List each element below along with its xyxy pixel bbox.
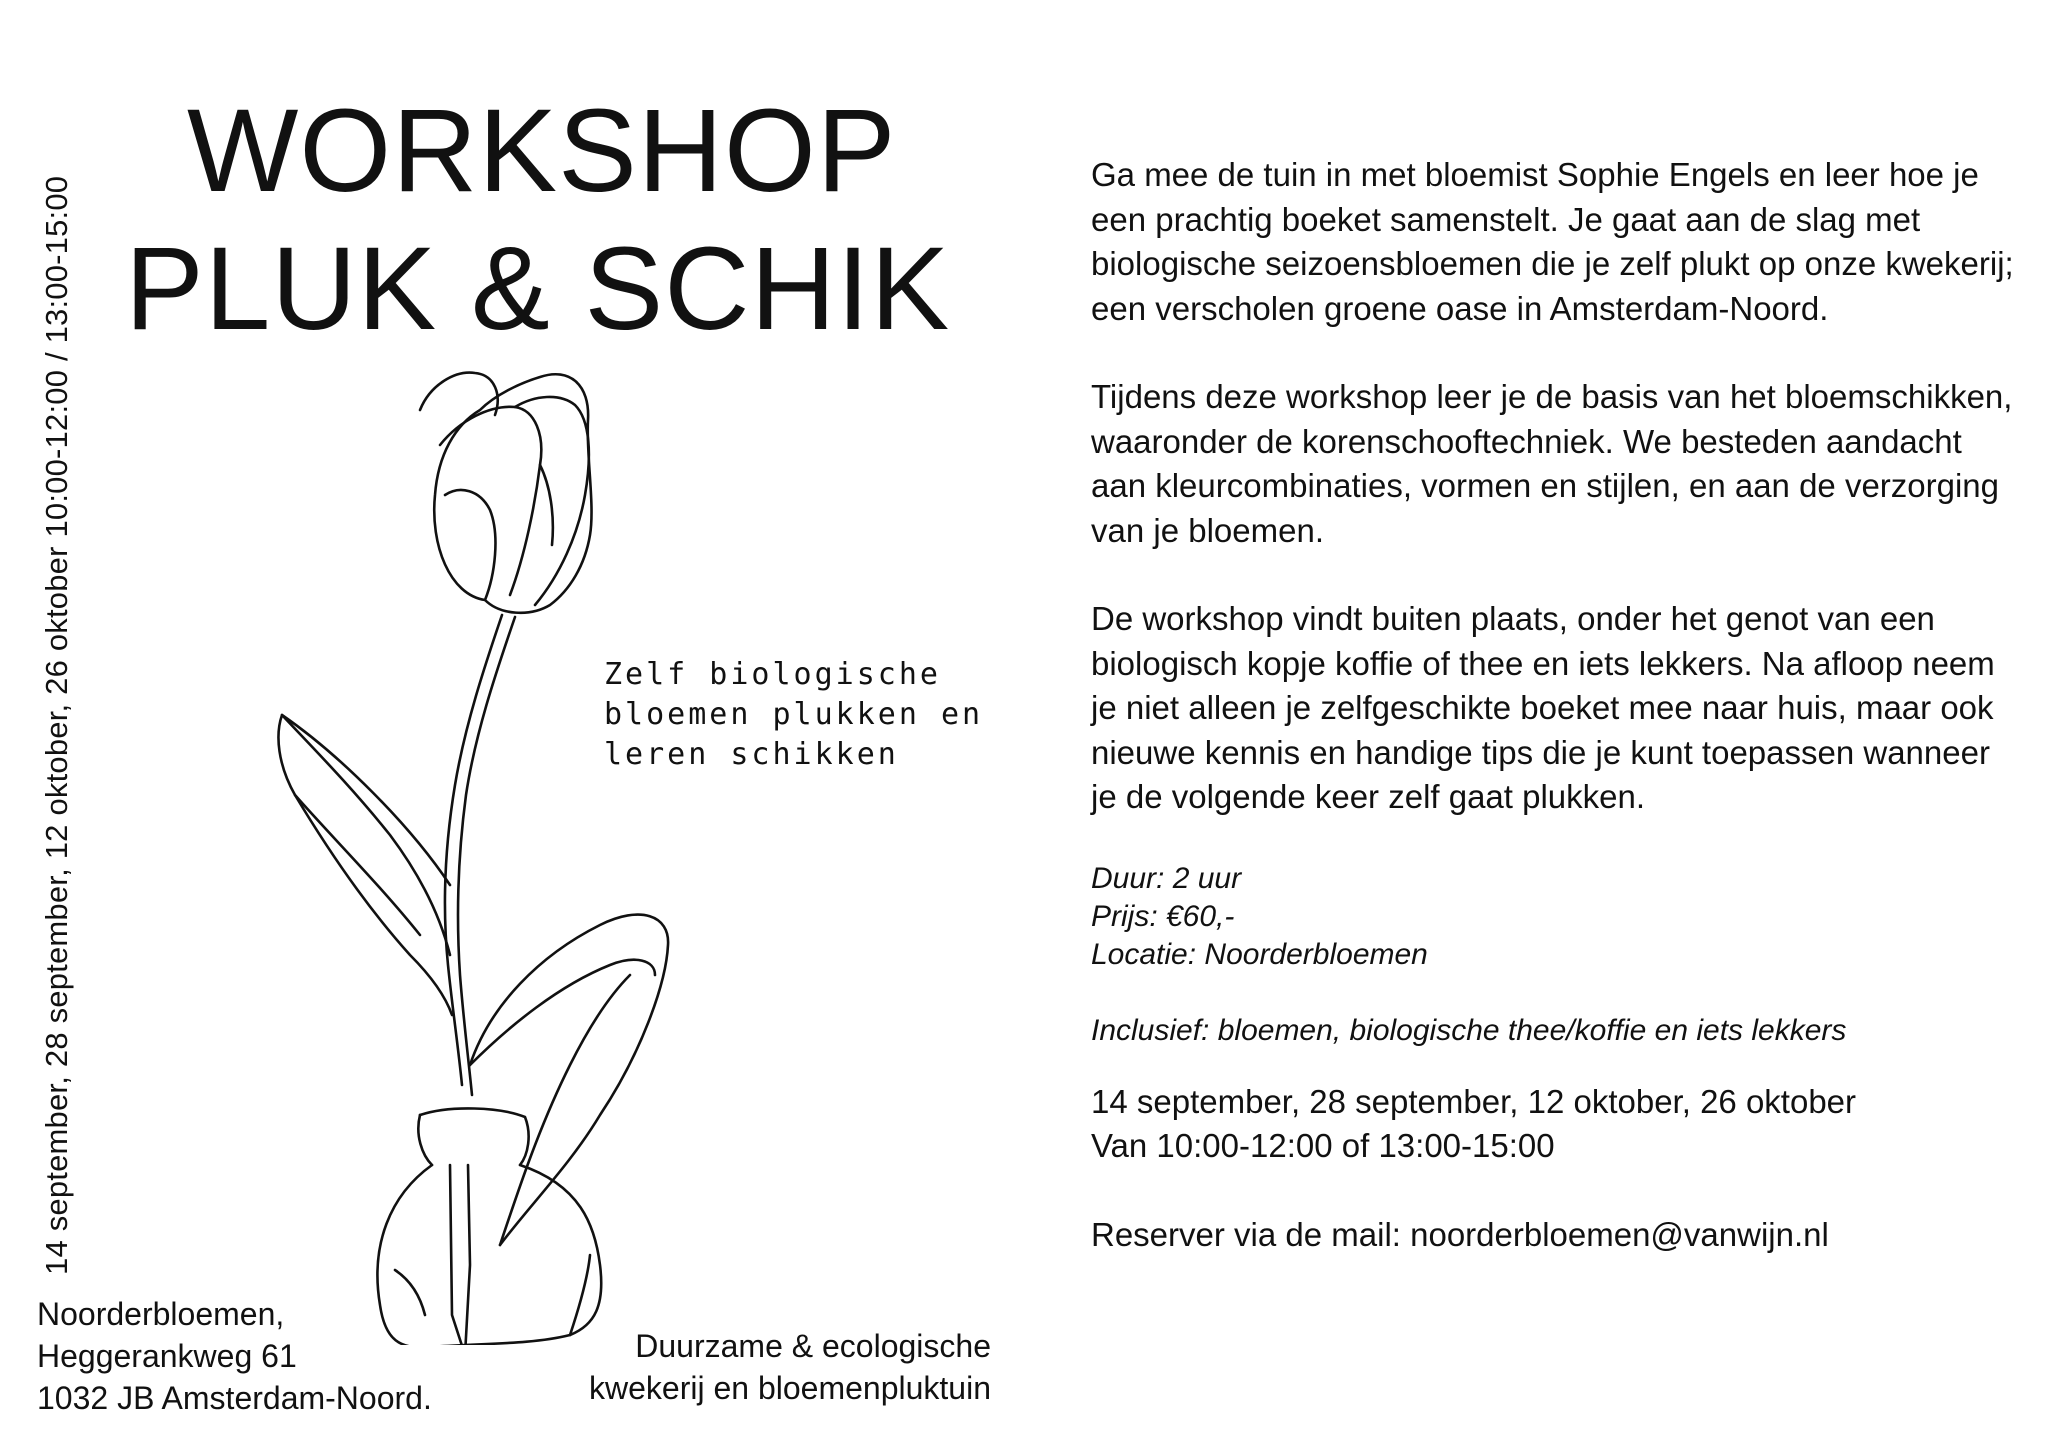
address-line-2: Heggerankweg 61 [37,1338,297,1374]
tagline-line-3: leren schikken [604,737,899,772]
nursery-line-2: kwekerij en bloemenpluktuin [589,1370,991,1406]
nursery-description [589,1325,991,1409]
nursery-line-1: Duurzame & ecologische [635,1328,991,1364]
address-block [37,1293,432,1419]
address-line-1: Noorderbloemen, [37,1296,285,1332]
duration-text: Duur: 2 uur [1091,861,1242,895]
description-column [1091,153,2021,1257]
tagline-line-1: Zelf biologische [604,657,941,692]
location-text: Locatie: Noorderbloemen [1091,937,1428,971]
reservation-text: Reserver via de mail: noorderbloemen@vanwijn.nl [1091,1215,1829,1253]
workshop-content-paragraph: Tijdens deze workshop leer je de basis van het bloemschikken, waaronder de korenschooftechniek. We besteden aandacht aan kleurcombinaties, vormen en stijlen, en aan de verzorging van je bloemen. [1091,378,2013,549]
title-line-1: WORKSHOP [187,85,897,217]
tagline-line-2: bloemen plukken en [604,697,984,732]
title-line-2: PLUK & SCHIK [125,223,951,355]
vertical-dates: 14 september, 28 september, 12 oktober, 26 oktober 10:00-12:00 / 13:00-15:00 [39,175,74,1275]
details-block [1091,860,2021,1050]
tulip-in-vase-drawing [270,365,690,1345]
tagline [604,655,983,775]
price-text: Prijs: €60,- [1091,899,1235,933]
schedule-times: Van 10:00-12:00 of 13:00-15:00 [1091,1127,1555,1164]
included-text: Inclusief: bloemen, biologische thee/koffie en iets lekkers [1091,1013,1847,1047]
workshop-setting-paragraph: De workshop vindt buiten plaats, onder het genot van een biologisch kopje koffie of thee en iets lekkers. Na afloop neem je niet alleen je zelfgeschikte boeket mee naar huis, maar ook nieuwe kennis en handige tips die je kunt toepassen wanneer je de volgende keer zelf gaat plukken. [1091,600,1995,815]
address-line-3: 1032 JB Amsterdam-Noord. [37,1380,432,1416]
page-title [125,82,950,358]
schedule-dates: 14 september, 28 september, 12 oktober, 26 oktober [1091,1082,1857,1120]
intro-paragraph: Ga mee de tuin in met bloemist Sophie Engels en leer hoe je een prachtig boeket samenstelt. Je gaat aan de slag met biologische seizoensbloemen die je zelf plukt op onze kwekerij; een verscholen groene oase in Amsterdam-Noord. [1091,156,2014,327]
